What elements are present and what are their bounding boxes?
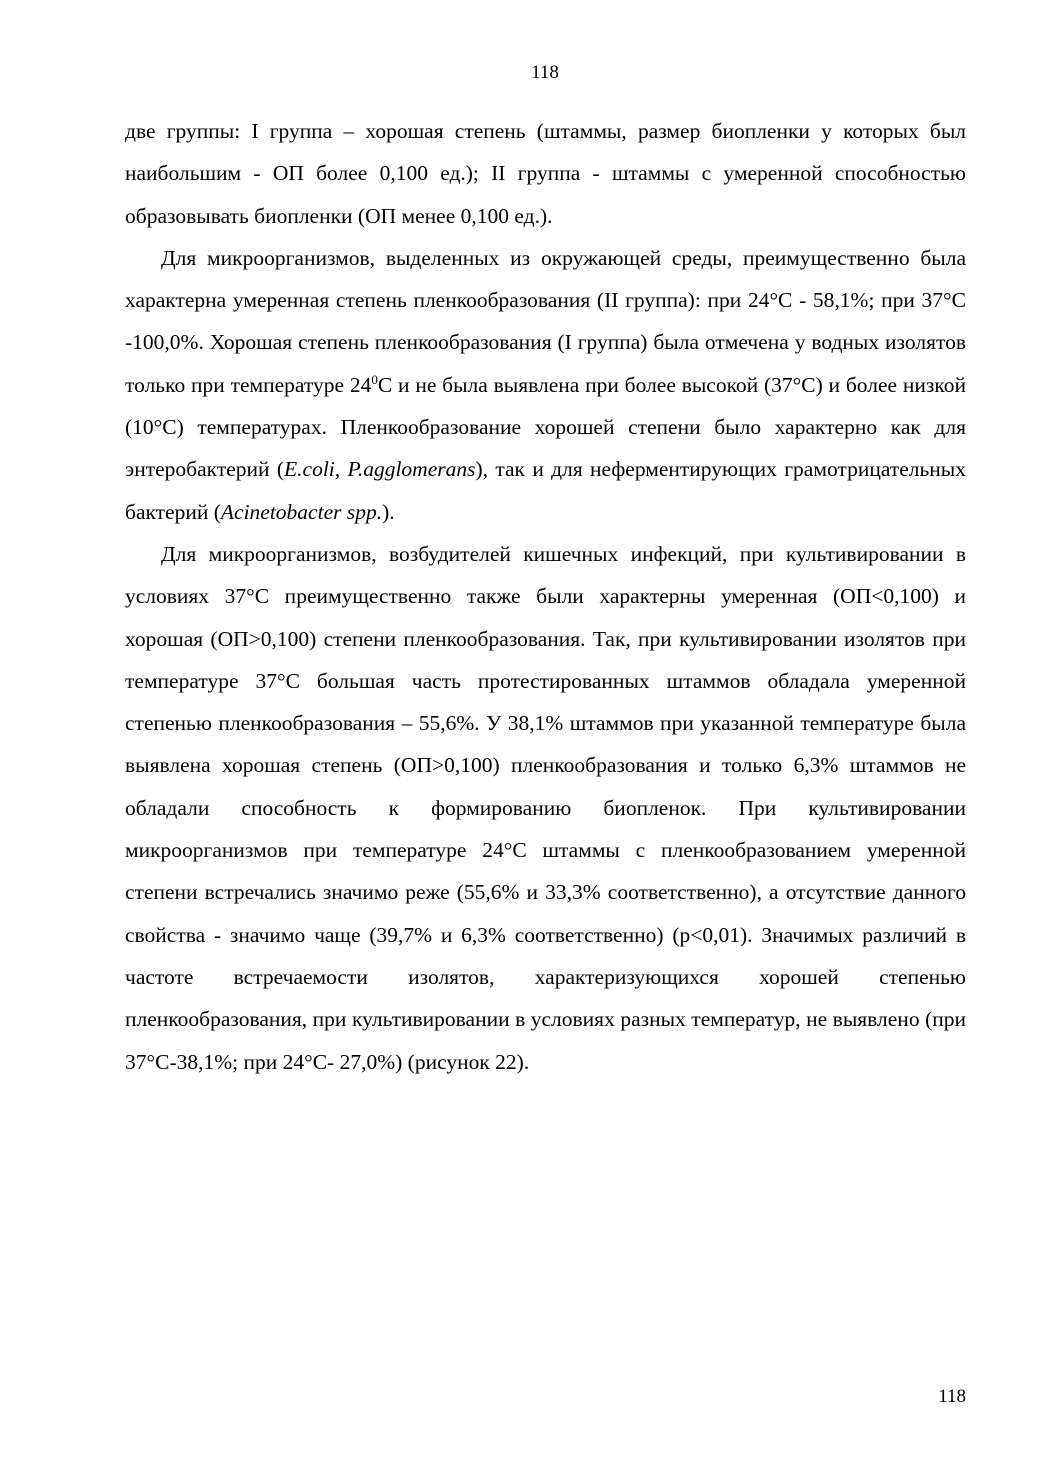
species-names-italic: E.coli, P.agglomerans <box>284 457 476 482</box>
paragraph-environment-microorganisms <box>125 237 966 533</box>
paragraph-text: С и не была выявлена при более высокой (37°С) и более низкой (10°С) температурах. Пленкообразование хорошей степени было характерно как для энтеробактерий ( <box>125 372 966 482</box>
page-number-top: 118 <box>531 62 559 83</box>
genus-name-italic: Acinetobacter spp. <box>220 499 383 524</box>
page-body <box>125 110 966 1083</box>
paragraph-intestinal-pathogens: Для микроорганизмов, возбудителей кишечных инфекций, при культивировании в условиях 37°С преимущественно также были характерны умеренная (ОП<0,100) и хорошая (ОП>0,100) степени пленкообразования. Так, при культивировании изолятов при температуре 37°С большая часть протестированных штаммов обладала умеренной степенью пленкообразования – 55,6%. У 38,1% штаммов при указанной температуре была выявлена хорошая степень (ОП>0,100) пленкообразования и только 6,3% штаммов не обладали способность к формированию биопленок. При культивировании микроорганизмов при температуре 24°С штаммы с пленкообразованием умеренной степени встречались значимо реже (55,6% и 33,3% соответственно), а отсутствие данного свойства - значимо чаще (39,7% и 6,3% соответственно) (р<0,01). Значимых различий в частоте встречаемости изолятов, характеризующихся хорошей степенью пленкообразования, при культивировании в условиях разных температур, не выявлено (при 37°С-38,1%; при 24°С- 27,0%) (рисунок 22). <box>125 541 966 1074</box>
paragraph-text: Для микроорганизмов, выделенных из окружающей среды, преимущественно была характерна умеренная степень пленкообразования (II группа): при 24°С - 58,1%; при 37°С -100,0%. Хорошая степень пленкообразования (I группа) была отмечена у водных изолятов только при температуре 24 <box>125 245 966 397</box>
paragraph-continuation: две группы: I группа – хорошая степень (штаммы, размер биопленки у которых был наибольшим - ОП более 0,100 ед.); II группа - штаммы с умеренной способностью образовывать биопленки (ОП менее 0,100 ед.). <box>125 119 966 228</box>
paragraph-text: ). <box>382 499 395 524</box>
paragraph-text: ), так и для неферментирующих грамотрицательных бактерий ( <box>125 457 966 524</box>
page-number-bottom: 118 <box>938 1386 966 1407</box>
superscript-degree: 0 <box>371 371 378 387</box>
